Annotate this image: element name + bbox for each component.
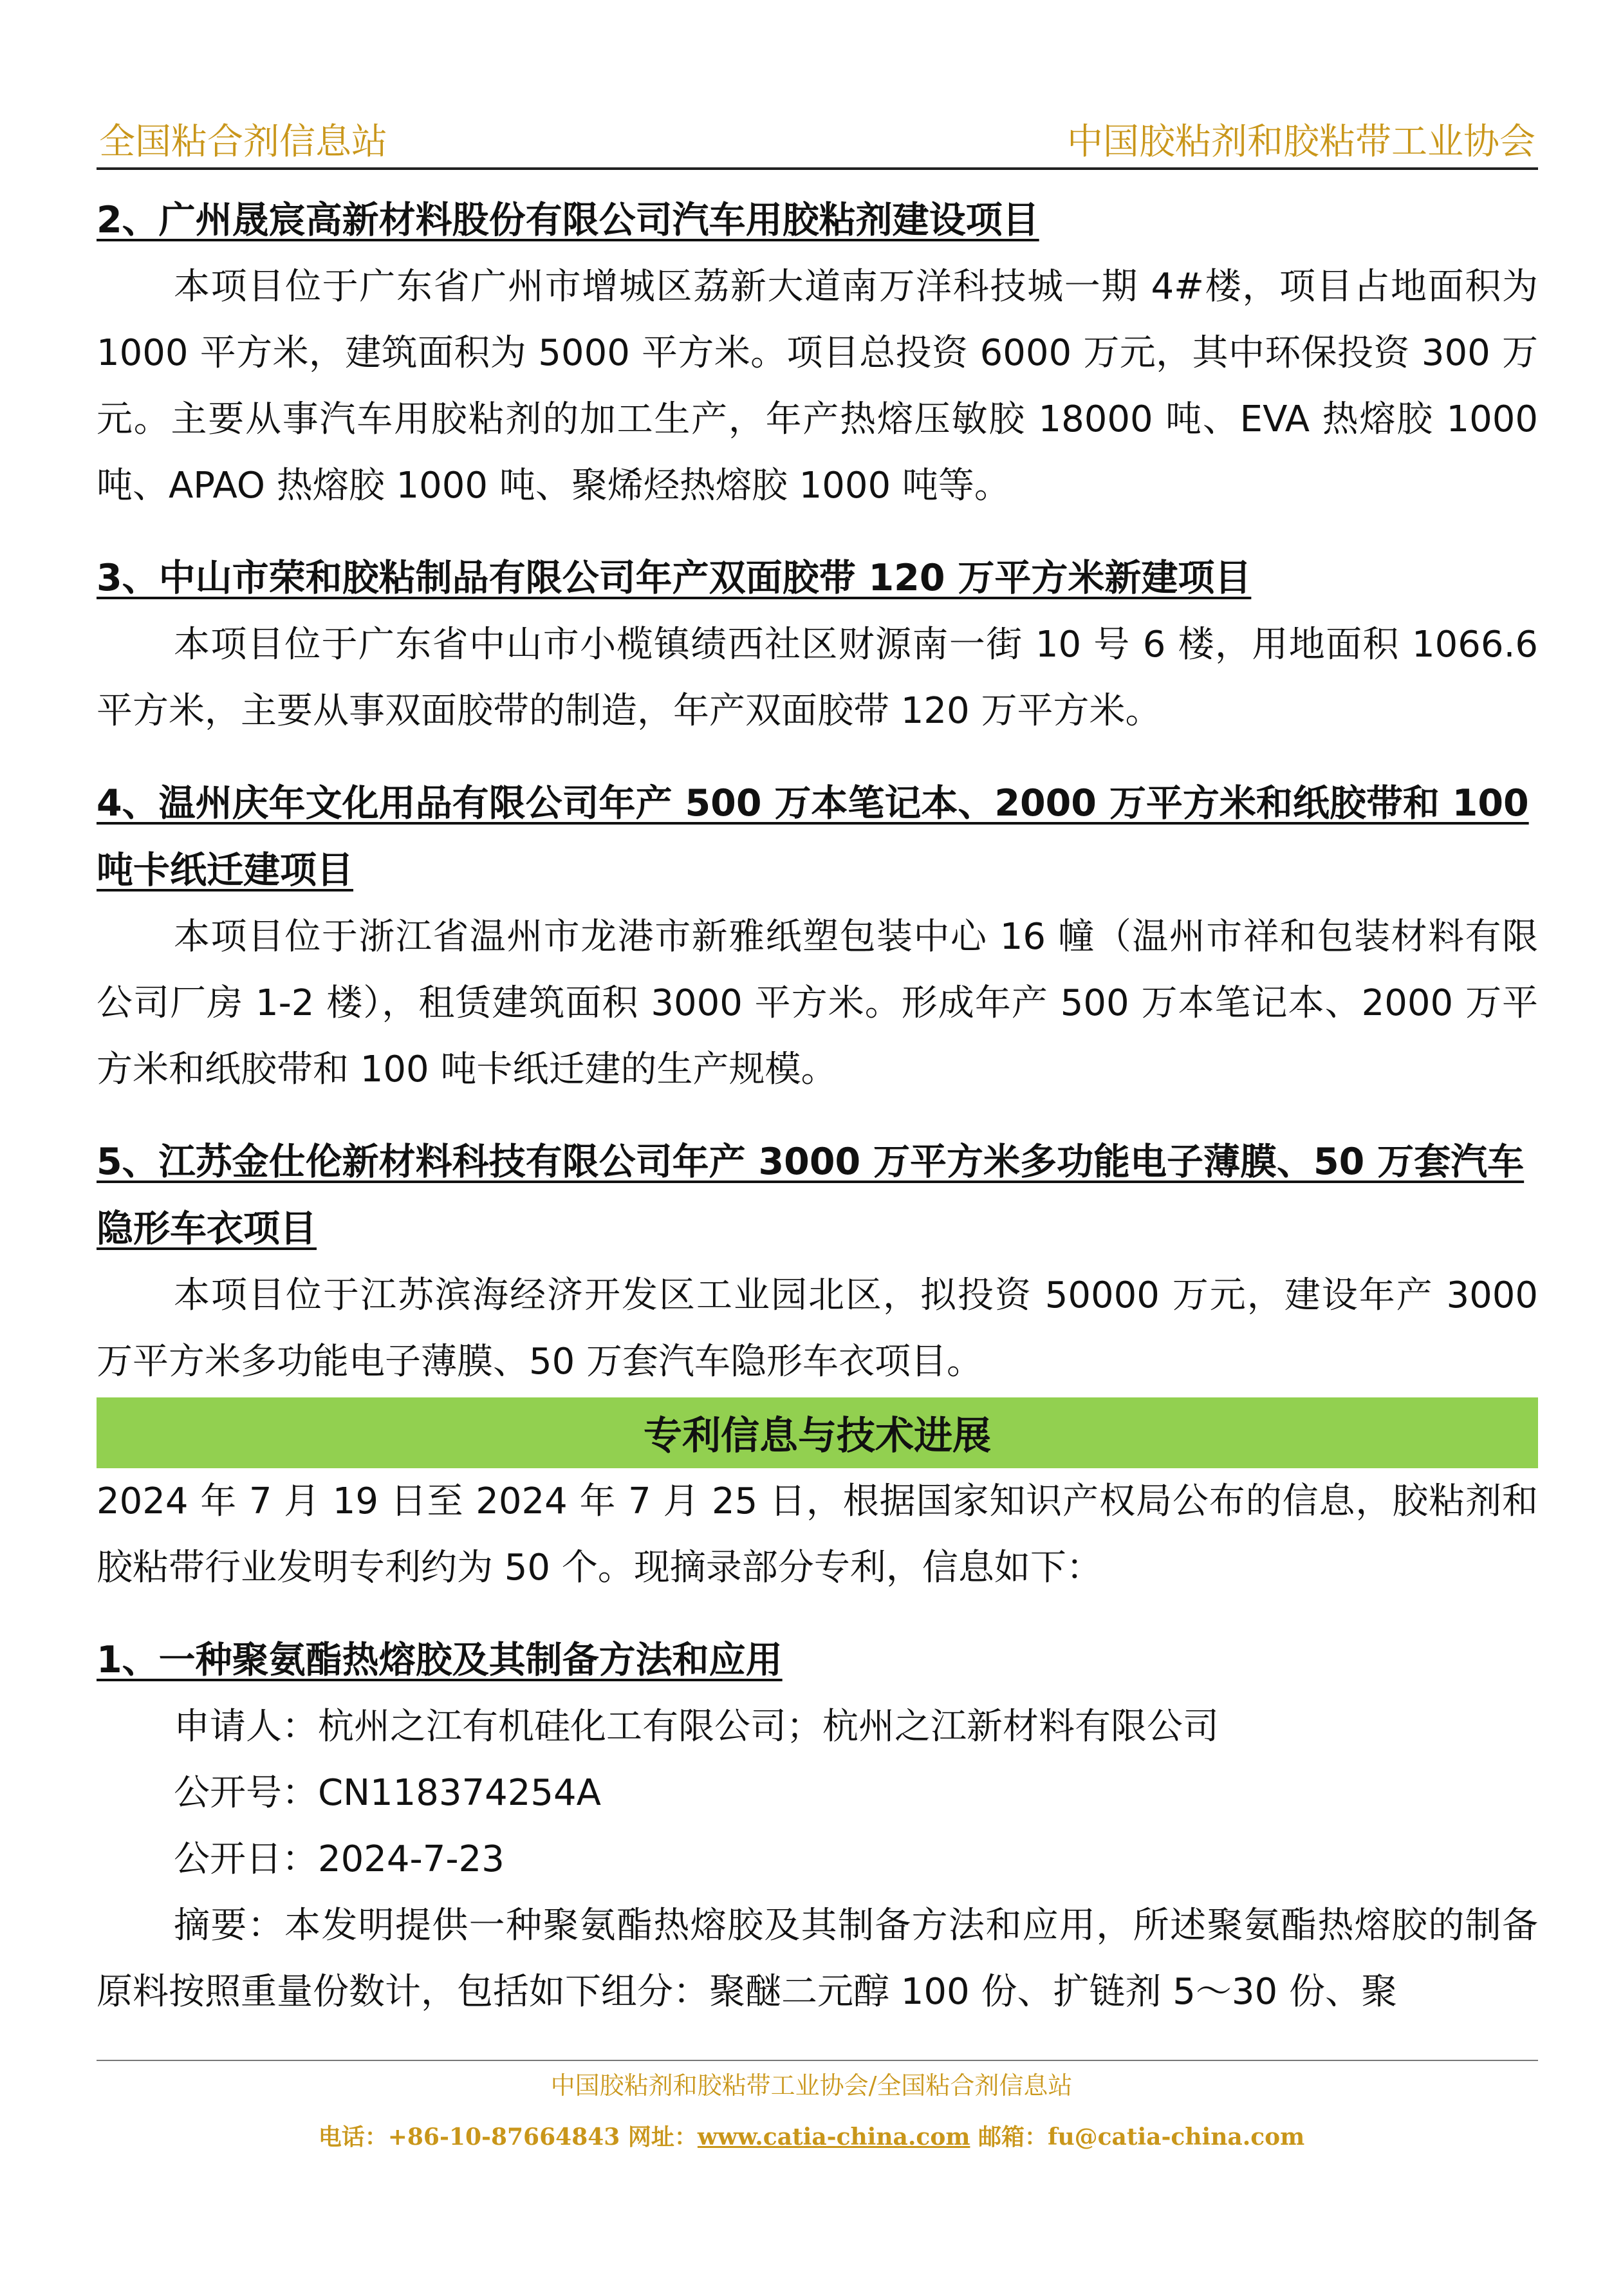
footer-org: 中国胶粘剂和胶粘带工业协会/全国粘合剂信息站	[550, 2071, 1073, 2100]
page-header	[97, 116, 1538, 170]
section-title: 专利信息与技术进展	[644, 1414, 991, 1459]
header-right-title: 中国胶粘剂和胶粘带工业协会	[1067, 121, 1535, 163]
section-banner	[97, 1397, 1538, 1468]
page-content	[97, 187, 1538, 2025]
footer-divider	[97, 2060, 1538, 2061]
footer-phone: 电话：+86-10-87664843 网址：	[318, 2123, 698, 2151]
project-body: 本项目位于浙江省温州市龙港市新雅纸塑包装中心 16 幢（温州市祥和包装材料有限公司厂房 1-2 楼），租赁建筑面积 3000 平方米。形成年产 500 万本笔记本、2000 万平方米和纸胶带和 100 吨卡纸迁建的生产规模。	[97, 916, 1538, 1090]
patent-pub-date: 公开日：2024-7-23	[174, 1838, 505, 1880]
project-title: 4、温州庆年文化用品有限公司年产 500 万本笔记本、2000 万平方米和纸胶带和 100 吨卡纸迁建项目	[97, 782, 1529, 891]
footer-website-link[interactable]: www.catia-china.com	[697, 2123, 970, 2151]
patent-applicant: 申请人：杭州之江有机硅化工有限公司；杭州之江新材料有限公司	[174, 1706, 1219, 1748]
patent-pub-no: 公开号：CN118374254A	[174, 1772, 601, 1814]
patent-title: 1、一种聚氨酯热熔胶及其制备方法和应用	[97, 1639, 783, 1681]
footer-contact	[0, 2118, 1623, 2156]
project-title: 2、广州晟宸高新材料股份有限公司汽车用胶粘剂建设项目	[97, 199, 1039, 241]
project-body: 本项目位于广东省广州市增城区荔新大道南万洋科技城一期 4#楼，项目占地面积为 1000 平方米，建筑面积为 5000 平方米。项目总投资 6000 万元，其中环保投资 300 万元。主要从事汽车用胶粘剂的加工生产，年产热熔压敏胶 18000 吨、EVA 热熔胶 1000 吨、APAO 热熔胶 1000 吨、聚烯烃热熔胶 1000 吨等。	[97, 266, 1538, 507]
section-intro: 2024 年 7 月 19 日至 2024 年 7 月 25 日，根据国家知识产权局公布的信息，胶粘剂和胶粘带行业发明专利约为 50 个。现摘录部分专利，信息如下：	[97, 1480, 1538, 1589]
project-title: 5、江苏金仕伦新材料科技有限公司年产 3000 万平方米多功能电子薄膜、50 万套汽车隐形车衣项目	[97, 1141, 1525, 1250]
project-body: 本项目位于广东省中山市小榄镇绩西社区财源南一街 10 号 6 楼，用地面积 1066.6 平方米，主要从事双面胶带的制造，年产双面胶带 120 万平方米。	[97, 624, 1538, 732]
patent-abstract: 摘要：本发明提供一种聚氨酯热熔胶及其制备方法和应用，所述聚氨酯热熔胶的制备原料按照重量份数计，包括如下组分：聚醚二元醇 100 份、扩链剂 5～30 份、聚	[97, 1905, 1538, 2013]
project-title: 3、中山市荣和胶粘制品有限公司年产双面胶带 120 万平方米新建项目	[97, 557, 1252, 599]
footer-email: 邮箱：fu@catia-china.com	[970, 2123, 1305, 2151]
header-left-title: 全国粘合剂信息站	[99, 121, 387, 163]
project-body: 本项目位于江苏滨海经济开发区工业园北区，拟投资 50000 万元，建设年产 3000 万平方米多功能电子薄膜、50 万套汽车隐形车衣项目。	[97, 1274, 1538, 1383]
